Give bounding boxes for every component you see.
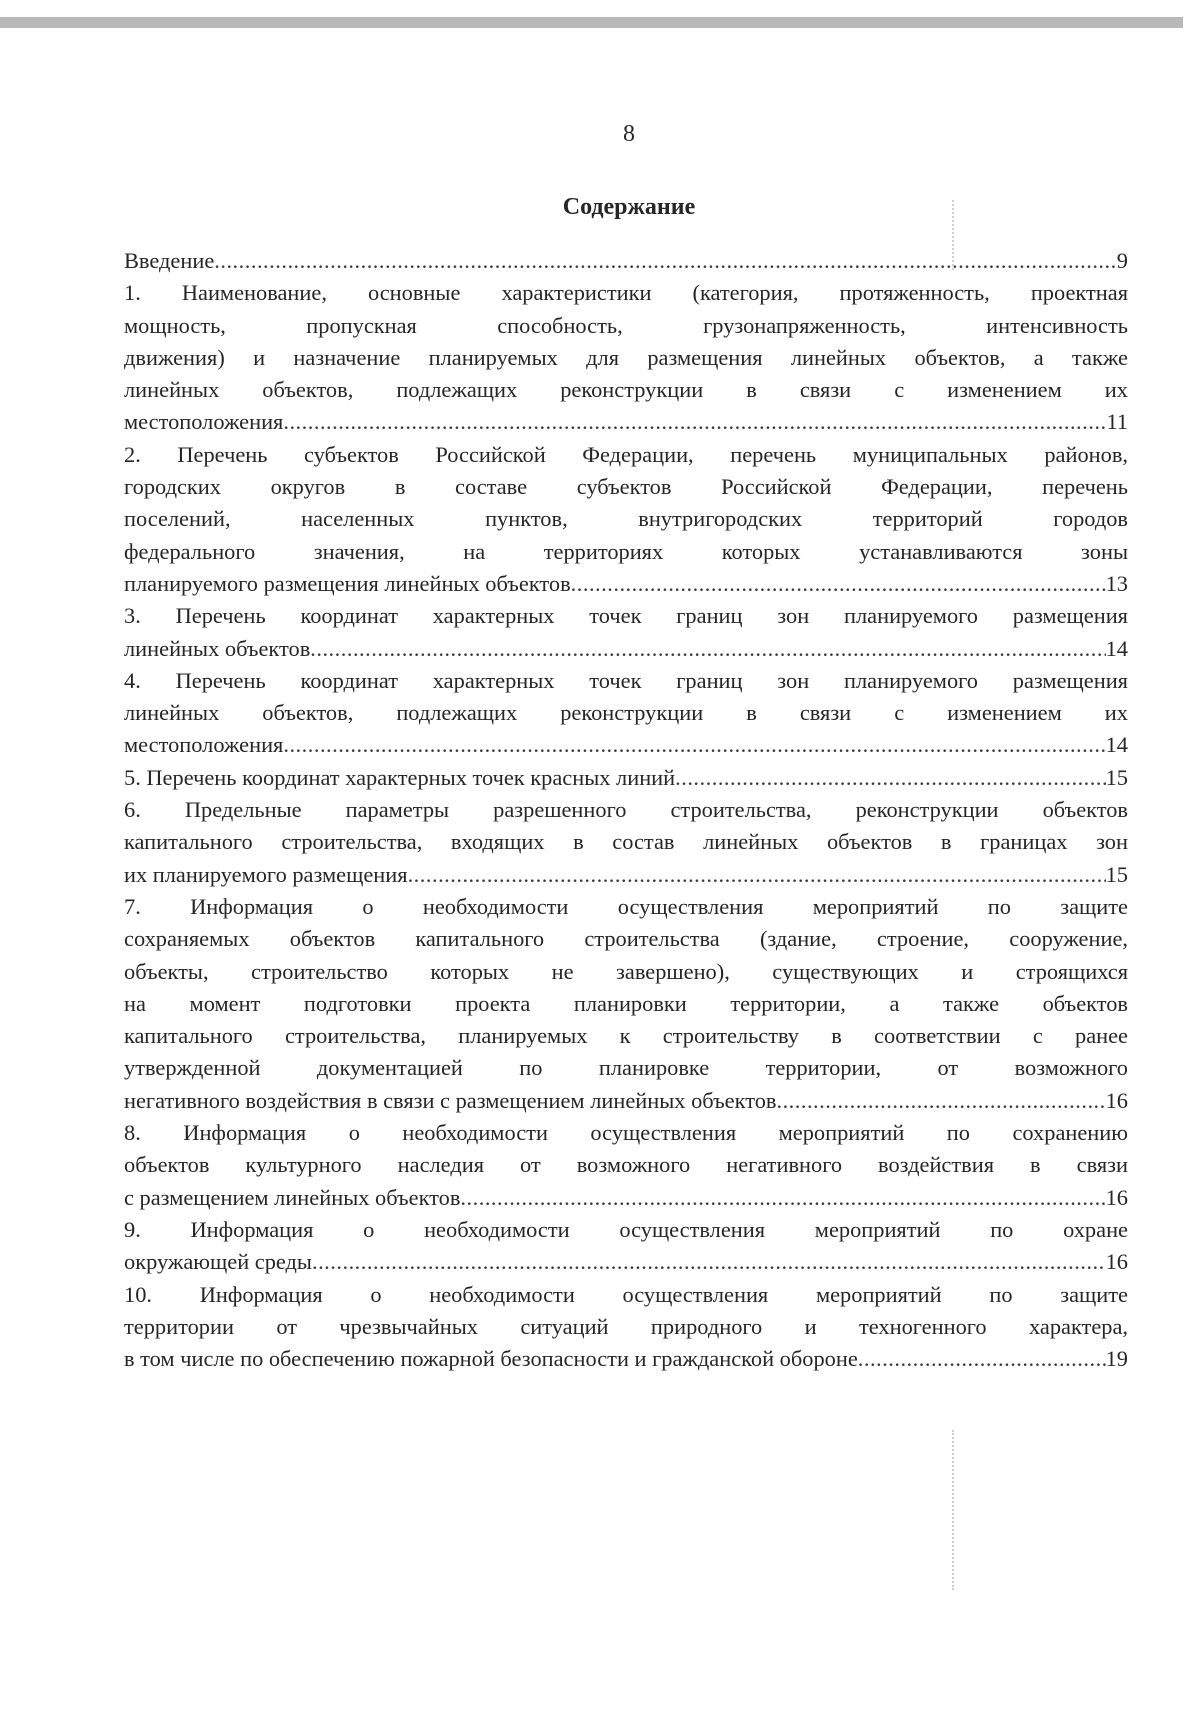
toc-entry-last-line [124,1182,1128,1214]
toc-entry-line: с размещением линейных объектов [124,1184,461,1210]
dot-leader [460,1182,1105,1214]
dot-leader [283,406,1106,438]
page-number: 8 [623,121,635,147]
toc-entry-line: городских округов в составе субъектов Российской Федерации, перечень [124,474,1128,500]
dot-leader [408,859,1106,891]
scan-artifact [952,1430,956,1590]
toc-entry [124,439,1128,600]
toc-entry-last-line [124,633,1128,665]
toc-entry [124,665,1128,762]
toc-entry-line: 3. Перечень координат характерных точек границ зон планируемого размещения [124,603,1128,629]
toc-entry-last-line [124,406,1128,438]
toc-entry [124,277,1128,438]
toc-entry-line: 1. Наименование, основные характеристики (категория, протяженность, проектная [124,280,1128,306]
toc-entry-line: окружающей среды [124,1249,312,1275]
toc-entry [124,762,1128,794]
toc-page-number: 19 [1105,1346,1128,1372]
scan-artifact [952,200,956,270]
toc-entry-last-line [124,859,1128,891]
toc-title: Содержание [562,194,696,220]
toc-entry-line: утвержденной документацией по планировке территории, от возможного [124,1055,1128,1081]
toc-entry-line: 10. Информация о необходимости осуществления мероприятий по защите [124,1281,1128,1307]
toc-page-number: 16 [1105,1087,1128,1113]
toc-entry-line: местоположения [124,732,284,758]
dot-leader [776,1085,1105,1117]
table-of-contents [124,245,1128,1375]
toc-entry-line: на момент подготовки проекта планировки территории, а также объектов [124,990,1128,1016]
toc-entry [124,794,1128,891]
dot-leader [858,1343,1106,1375]
toc-entry-line: 4. Перечень координат характерных точек границ зон планируемого размещения [124,667,1128,693]
toc-entry-last-line [124,1343,1128,1375]
toc-entry-line: линейных объектов [124,635,311,661]
toc-entry-line: 5. Перечень координат характерных точек красных линий [124,764,676,790]
toc-entry-line: 8. Информация о необходимости осуществления мероприятий по сохранению [124,1120,1128,1146]
toc-entry-line: 2. Перечень субъектов Российской Федерации, перечень муниципальных районов, [124,441,1128,467]
toc-page-number: 13 [1105,570,1128,596]
toc-entry-line: Введение [124,248,215,273]
toc-entry-line: линейных объектов, подлежащих реконструкции в связи с изменением их [124,700,1128,726]
toc-entry-line: в том числе по обеспечению пожарной безопасности и гражданской обороне [124,1346,858,1372]
toc-entry-line: капитального строительства, планируемых к строительству в соответствии с ранее [124,1023,1128,1049]
toc-entry-last-line [124,1246,1128,1278]
dot-leader [214,245,1117,277]
toc-page-number: 11 [1106,409,1128,435]
toc-entry-last-line [124,762,1128,794]
toc-entry [124,1214,1128,1279]
toc-entry-line: 7. Информация о необходимости осуществления мероприятий по защите [124,893,1128,919]
toc-entry [124,1117,1128,1214]
toc-entry-line: капитального строительства, входящих в состав линейных объектов в границах зон [124,829,1128,855]
toc-entry-line: территории от чрезвычайных ситуаций природного и техногенного характера, [124,1313,1128,1339]
toc-entry-line: линейных объектов, подлежащих реконструкции в связи с изменением их [124,377,1128,403]
toc-entry-line: 6. Предельные параметры разрешенного строительства, реконструкции объектов [124,797,1128,823]
toc-page-number: 9 [1116,248,1128,273]
toc-page-number: 14 [1105,635,1128,661]
toc-entry-line: мощность, пропускная способность, грузонапряженность, интенсивность [124,312,1128,338]
toc-page-number: 14 [1105,732,1128,758]
toc-entry [124,1279,1128,1376]
scan-edge-bar [0,17,1183,28]
dot-leader [283,729,1105,761]
toc-entry-line: объекты, строительство которых не завершено), существующих и строящихся [124,958,1128,984]
toc-entry [124,600,1128,665]
toc-page-number: 15 [1105,764,1128,790]
toc-entry-last-line [124,729,1128,761]
toc-page-number: 15 [1105,861,1128,887]
toc-entry-line: планируемого размещения линейных объектов [124,570,571,596]
toc-entry-line: местоположения [124,409,284,435]
toc-entry-last-line [124,1085,1128,1117]
dot-leader [310,633,1105,665]
toc-entry-line: негативного воздействия в связи с размещением линейных объектов [124,1087,777,1113]
toc-entry-last-line [124,245,1128,277]
dot-leader [675,762,1105,794]
toc-entry [124,245,1128,277]
toc-entry-line: объектов культурного наследия от возможного негативного воздействия в связи [124,1152,1128,1178]
toc-entry-last-line [124,568,1128,600]
toc-page-number: 16 [1105,1249,1128,1275]
dot-leader [312,1246,1106,1278]
toc-page-number: 16 [1105,1184,1128,1210]
toc-entry-line: федерального значения, на территориях которых устанавливаются зоны [124,538,1128,564]
toc-entry-line: их планируемого размещения [124,861,408,887]
toc-entry-line: сохраняемых объектов капитального строительства (здание, строение, сооружение, [124,926,1128,952]
toc-entry-line: 9. Информация о необходимости осуществления мероприятий по охране [124,1216,1128,1242]
dot-leader [571,568,1106,600]
toc-entry-line: поселений, населенных пунктов, внутригородских территорий городов [124,506,1128,532]
toc-entry-line: движения) и назначение планируемых для размещения линейных объектов, а также [124,344,1128,370]
toc-entry [124,891,1128,1117]
